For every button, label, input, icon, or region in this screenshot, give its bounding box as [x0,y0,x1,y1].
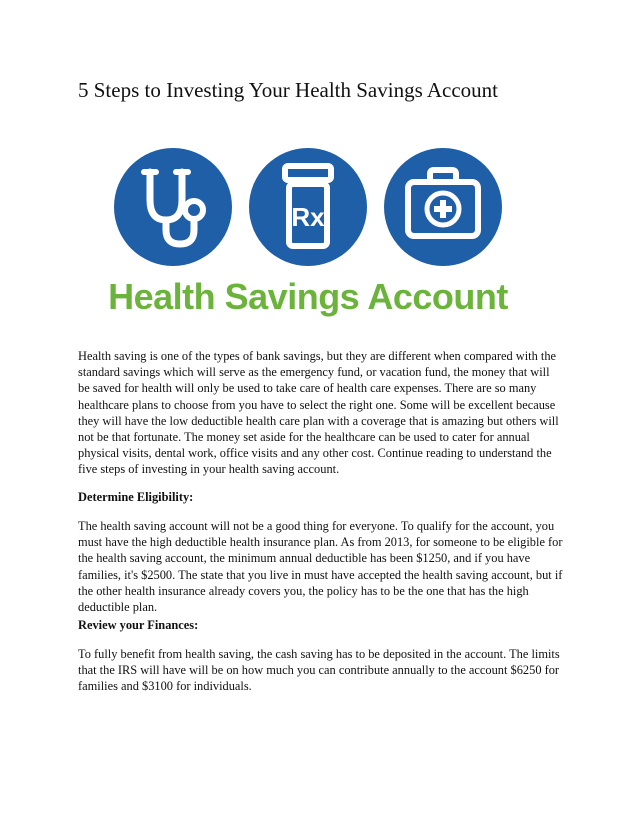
intro-paragraph: Health saving is one of the types of bank savings, but they are different when compared with the standard savings which will serve as the emergency fund, or vacation fund, the money that will be saved for health will only be used to take care of health care expenses. There are so many healthcare plans to choose from you have to select the right one. Some will be excellent because they will have the low deductible health care plan with a coverage that is amazing but others will not be that fortunate. The money set aside for the healthcare can be used to cater for annual physical visits, dental work, office visits and any other cost. Continue reading to understand the five steps of investing in your health saving account. [78,349,559,477]
medical-kit-icon [384,148,502,266]
section-heading-eligibility: Determine Eligibility: [78,490,194,504]
hsa-logo-text: Health Savings Account [108,276,508,317]
hero-image [88,148,528,323]
section-text-finances: To fully benefit from health saving, the cash saving has to be deposited in the account. The limits that the IRS will have will be on how much you can contribute annually to the account $6250 for families and $3100 for individuals. [78,647,560,694]
stethoscope-icon [114,148,232,266]
rx-label: Rx [291,202,325,232]
prescription-bottle-icon [249,148,367,266]
page-title: 5 Steps to Investing Your Health Savings Account [78,78,498,102]
section-text-eligibility: The health saving account will not be a good thing for everyone. To qualify for the account, you must have the high deductible health insurance plan. As from 2013, for someone to be eligible for the health saving account, the minimum annual deductible has been $1250, and if you have families, it's $2500. The state that you live in must have accepted the health saving account, but if the other health insurance already covers you, the policy has to be the one that has the high deductible plan. [78,519,563,615]
section-heading-finances: Review your Finances: [78,618,199,632]
